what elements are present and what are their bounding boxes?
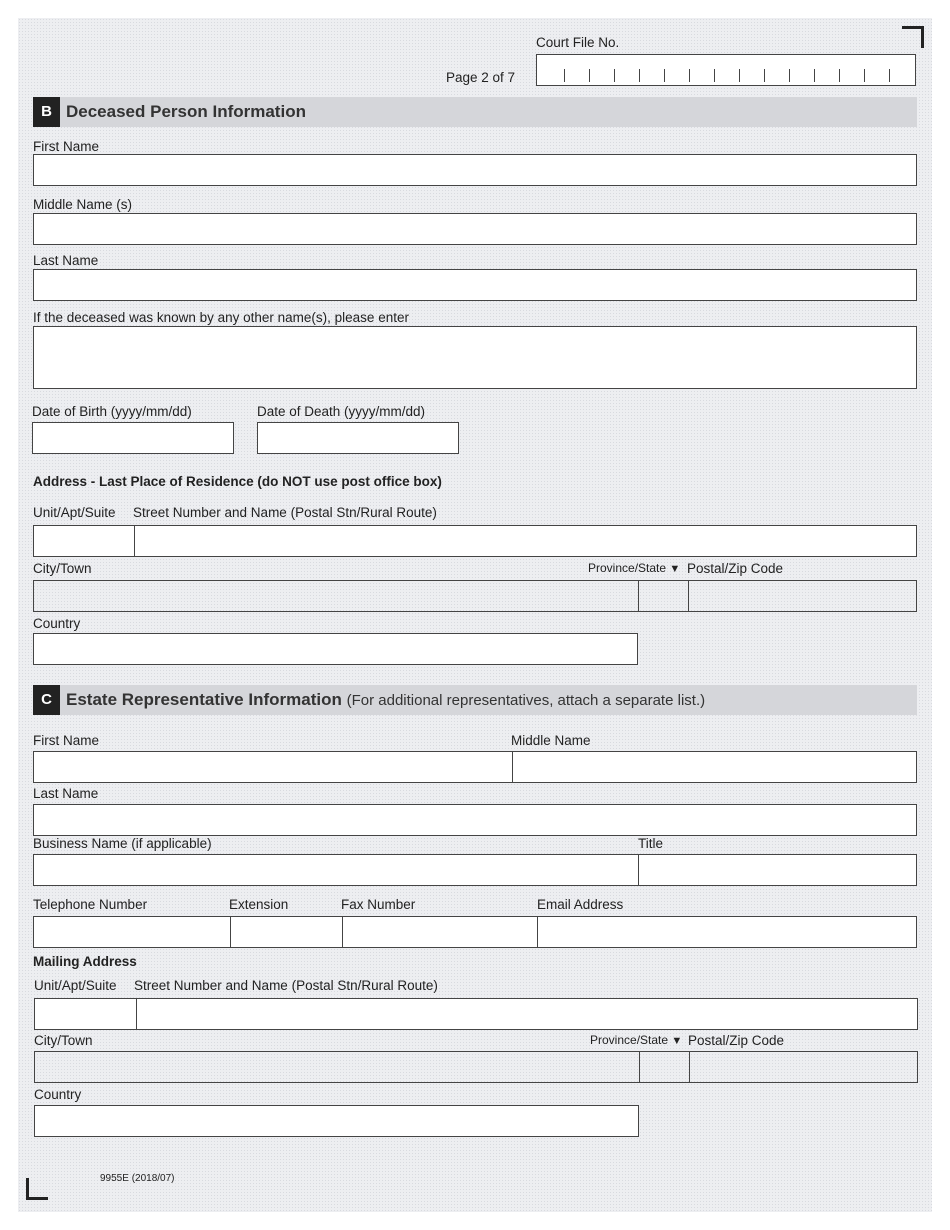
rep-first-name-field[interactable] [34,752,512,782]
residence-address-heading: Address - Last Place of Residence (do NOT use post office box) [33,474,442,489]
rep-postal-field[interactable] [690,1052,917,1082]
form-page [18,18,932,1212]
form-number: 9955E (2018/07) [100,1173,175,1184]
rep-country-field[interactable] [34,1105,639,1137]
date-of-birth-field[interactable] [32,422,234,454]
rep-middle-name-label: Middle Name [511,733,591,748]
rep-city-field[interactable] [35,1052,639,1082]
deceased-first-name-field[interactable] [33,154,917,186]
date-of-death-label: Date of Death (yyyy/mm/dd) [257,404,426,419]
rep-title-field[interactable] [639,855,916,885]
deceased-province-label: Province/State ▼ [588,561,681,575]
section-c-note: (For additional representatives, attach a separate list.) [346,692,706,709]
fax-field[interactable] [343,917,537,947]
triangle-down-icon: ▼ [669,563,681,575]
rep-title-label: Title [638,836,664,851]
deceased-street-label: Street Number and Name (Postal Stn/Rural Route) [133,505,437,520]
email-label: Email Address [537,897,624,912]
corner-mark-bottom-left [26,1178,48,1200]
deceased-province-select[interactable] [639,581,688,611]
business-row [33,854,917,886]
date-of-death-field[interactable] [257,422,459,454]
rep-province-select[interactable] [640,1052,689,1082]
page-indicator: Page 2 of 7 [446,70,516,85]
corner-mark-top-right [902,26,924,48]
rep-name-row [33,751,917,783]
rep-country-label: Country [34,1087,82,1102]
deceased-last-name-label: Last Name [33,253,99,268]
rep-postal-label: Postal/Zip Code [688,1033,785,1048]
email-field[interactable] [538,917,916,947]
rep-province-label: Province/State ▼ [590,1033,683,1047]
extension-label: Extension [229,897,289,912]
rep-street-label: Street Number and Name (Postal Stn/Rural Route) [134,978,438,993]
telephone-field[interactable] [34,917,230,947]
rep-unit-label: Unit/Apt/Suite [34,978,117,993]
rep-city-row [34,1051,918,1083]
rep-middle-name-field[interactable] [513,752,916,782]
fax-label: Fax Number [341,897,416,912]
court-file-label: Court File No. [536,35,620,50]
business-name-label: Business Name (if applicable) [33,836,212,851]
rep-address-row [34,998,918,1030]
rep-unit-field[interactable] [35,999,136,1029]
deceased-city-label: City/Town [33,561,92,576]
court-file-number-field[interactable] [536,54,916,86]
deceased-unit-field[interactable] [34,526,134,556]
section-b-header [33,97,917,127]
deceased-unit-label: Unit/Apt/Suite [33,505,116,520]
other-names-field[interactable] [33,326,917,389]
deceased-first-name-label: First Name [33,139,100,154]
rep-last-name-field[interactable] [33,804,917,836]
extension-field[interactable] [231,917,342,947]
deceased-middle-name-label: Middle Name (s) [33,197,133,212]
deceased-city-field[interactable] [34,581,638,611]
rep-first-name-label: First Name [33,733,100,748]
triangle-down-icon: ▼ [671,1035,683,1047]
deceased-postal-label: Postal/Zip Code [687,561,784,576]
section-b-letter: B [33,97,60,127]
deceased-street-field[interactable] [135,526,916,556]
contact-row [33,916,917,948]
deceased-country-field[interactable] [33,633,638,665]
deceased-country-label: Country [33,616,81,631]
deceased-middle-name-field[interactable] [33,213,917,245]
business-name-field[interactable] [34,855,638,885]
section-c-header [33,685,917,715]
deceased-postal-field[interactable] [689,581,916,611]
other-names-label: If the deceased was known by any other name(s), please enter [33,310,409,325]
mailing-address-heading: Mailing Address [33,954,137,969]
section-b-title: Deceased Person Information [66,102,306,121]
date-of-birth-label: Date of Birth (yyyy/mm/dd) [32,404,192,419]
deceased-last-name-field[interactable] [33,269,917,301]
section-c-letter: C [33,685,60,715]
section-c-title: Estate Representative Information (For additional representatives, attach a separate list.) [66,690,706,709]
telephone-label: Telephone Number [33,897,148,912]
rep-street-field[interactable] [137,999,917,1029]
rep-last-name-label: Last Name [33,786,99,801]
rep-city-label: City/Town [34,1033,93,1048]
deceased-address-row [33,525,917,557]
deceased-city-row [33,580,917,612]
